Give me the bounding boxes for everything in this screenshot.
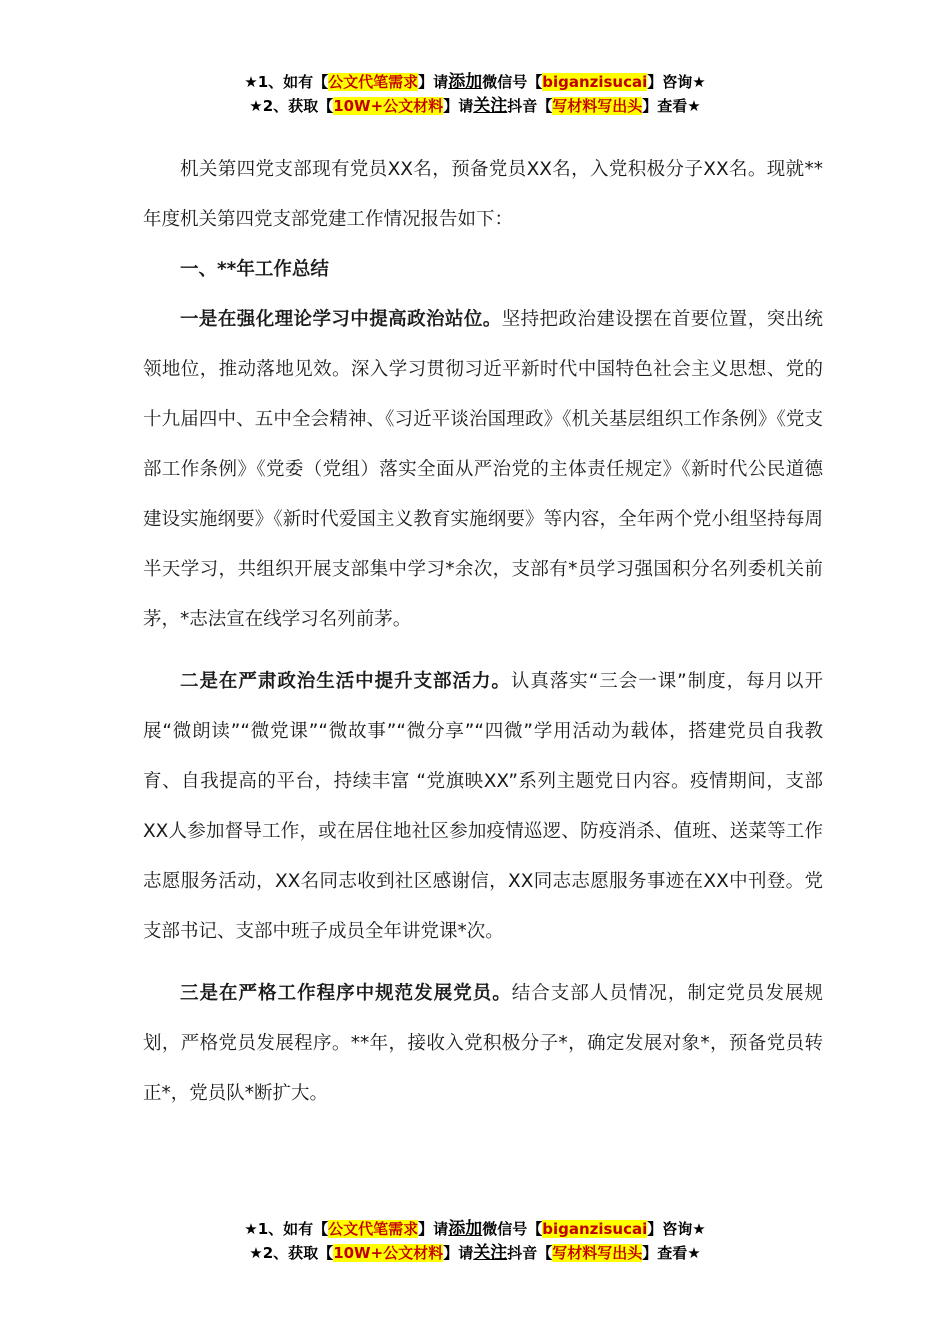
- highlight-text: 写材料写出头: [552, 1244, 643, 1262]
- banner-text: 】查看★: [642, 1244, 701, 1262]
- banner-text: ★2、获取【: [249, 1244, 334, 1262]
- paragraph-body: 坚持把政治建设摆在首要位置，突出统领地位，推动落地见效。深入学习贯彻习近平新时代中国特色社会主义思想、党的十九届四中、五中全会精神、《习近平谈治国理政》《机关基层组织工作条例》《党支部工作条例》《党委（党组）落实全面从严治党的主体责任规定》《新时代公民道德建设实施纲要》《新时代爱国主义教育实施纲要》等内容，全年两个党小组坚持每周半天学习，共组织开展支部集中学习*余次，支部有*员学习强国积分名列委机关前茅，*志法宣在线学习名列前茅。: [143, 309, 823, 630]
- highlight-text: 写材料写出头: [552, 97, 643, 115]
- banner-line-2: [0, 1241, 950, 1265]
- banner-text: 抖音【: [507, 1244, 553, 1262]
- banner-text: 】咨询★: [647, 73, 706, 91]
- highlight-text: 公文代笔需求: [328, 73, 419, 91]
- banner-text: ★2、获取【: [249, 97, 334, 115]
- paragraph-lead: 一是在强化理论学习中提高政治站位。: [180, 309, 502, 330]
- intro-paragraph: 机关第四党支部现有党员XX名，预备党员XX名，入党积极分子XX名。现就**年度机关第四党支部党建工作情况报告如下：: [143, 159, 823, 230]
- highlight-text: 10W+公文材料: [333, 1244, 444, 1262]
- footer-banner: [0, 1217, 950, 1265]
- banner-text: 微信号【: [482, 1220, 543, 1238]
- highlight-text: biganzisucai: [542, 73, 648, 91]
- underlined-text: 关注: [473, 1243, 508, 1263]
- underlined-text: 添加: [448, 72, 483, 92]
- highlight-text: 10W+公文材料: [333, 97, 444, 115]
- banner-line-1: [0, 1217, 950, 1241]
- paragraph-body: 认真落实“三会一课”制度，每月以开展“微朗读”“微党课”“微故事”“微分享”“四微”学用活动为载体，搭建党员自我教育、自我提高的平台，持续丰富 “党旗映XX”系列主题党日内容。疫情期间，支部XX人参加督导工作，或在居住地社区参加疫情巡逻、防疫消杀、值班、送菜等工作志愿服务活动，XX名同志收到社区感谢信，XX同志志愿服务事迹在XX中刊登。党支部书记、支部中班子成员全年讲党课*次。: [143, 671, 823, 942]
- paragraph-2: [143, 657, 823, 957]
- banner-text: 抖音【: [507, 97, 553, 115]
- banner-line-1: [0, 70, 950, 94]
- banner-line-2: [0, 94, 950, 118]
- section-heading-text: 一、**年工作总结: [180, 259, 329, 280]
- underlined-text: 关注: [473, 96, 508, 116]
- paragraph-3: [143, 969, 823, 1119]
- highlight-text: biganzisucai: [542, 1220, 648, 1238]
- section-heading: [143, 245, 823, 295]
- paragraph-1: [143, 295, 823, 645]
- banner-text: 微信号【: [482, 73, 543, 91]
- banner-text: 】咨询★: [647, 1220, 706, 1238]
- underlined-text: 添加: [448, 1219, 483, 1239]
- banner-text: 】请: [443, 97, 474, 115]
- paragraph-lead: 二是在严肃政治生活中提升支部活力。: [180, 671, 511, 692]
- banner-text: 】请: [418, 1220, 449, 1238]
- banner-text: ★1、如有【: [244, 1220, 329, 1238]
- highlight-text: 公文代笔需求: [328, 1220, 419, 1238]
- paragraph-body: 结合支部人员情况，制定党员发展规划，严格党员发展程序。**年，接收入党积极分子*，确定发展对象*，预备党员转正*，党员队*断扩大。: [143, 983, 823, 1104]
- banner-text: 】查看★: [642, 97, 701, 115]
- paragraph-lead: 三是在严格工作程序中规范发展党员。: [180, 983, 512, 1004]
- banner-text: 】请: [443, 1244, 474, 1262]
- banner-text: ★1、如有【: [244, 73, 329, 91]
- document-body: [143, 145, 823, 1119]
- header-banner: [0, 70, 950, 118]
- banner-text: 】请: [418, 73, 449, 91]
